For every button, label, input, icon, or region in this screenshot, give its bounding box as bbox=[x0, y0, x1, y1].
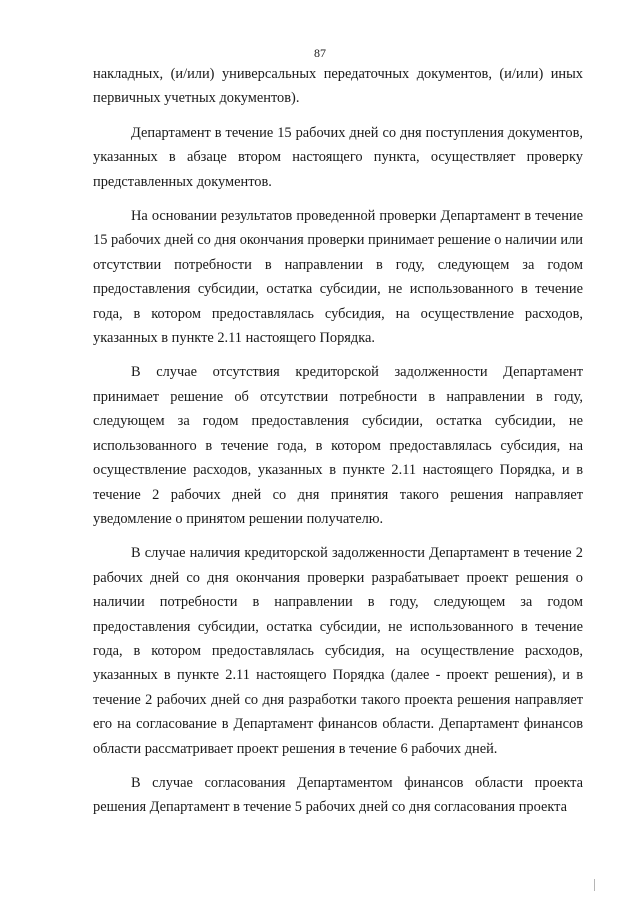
scan-mark bbox=[594, 879, 595, 891]
paragraph-debt: В случае наличия кредиторской задолженности Департамент в течение 2 рабочих дней со дня окончания проверки разрабатывает проект решения о наличии потребности в направлении в году, следующем за годом предоставления субсидии, остатка субсидии, не использованного в течение года, в котором предоставлялась субсидия, на осуществление расходов, указанных в пункте 2.11 настоящего Порядка (далее - проект решения), и в течение 2 рабочих дней со дня разработки такого проекта решения направляет его на согласование в Департамент финансов области. Департамент финансов области рассматривает проект решения в течение 6 рабочих дней. bbox=[93, 545, 583, 757]
paragraph-decision: На основании результатов проведенной проверки Департамент в течение 15 рабочих дней со дня окончания проверки принимает решение о наличии или отсутствии потребности в направлении в году, следующем за годом предоставления субсидии, остатка субсидии, не использованного в течение года, в котором предоставлялась субсидия, на осуществление расходов, указанных в пункте 2.11 настоящего Порядка. bbox=[93, 208, 583, 347]
document-body bbox=[93, 62, 583, 830]
paragraph-approval: В случае согласования Департаментом финансов области проекта решения Департамент в течение 5 рабочих дней со дня согласования проекта bbox=[93, 774, 583, 816]
paragraph-document-check: Департамент в течение 15 рабочих дней со дня поступления документов, указанных в абзаце втором настоящего пункта, осуществляет проверку представленных документов. bbox=[93, 124, 583, 190]
paragraph-continuation: накладных, (и/или) универсальных передаточных документов, (и/или) иных первичных учетных документов). bbox=[93, 66, 583, 107]
page-number: 87 bbox=[314, 46, 326, 60]
paragraph-no-debt: В случае отсутствия кредиторской задолженности Департамент принимает решение об отсутствии потребности в направлении в году, следующем за годом предоставления субсидии, остатка субсидии, не использованного в течение года, в котором предоставлялась субсидия, на осуществление расходов, указанных в пункте 2.11 настоящего Порядка, и в течение 2 рабочих дней со дня принятия такого решения направляет уведомление о принятом решении получателю. bbox=[93, 364, 583, 527]
